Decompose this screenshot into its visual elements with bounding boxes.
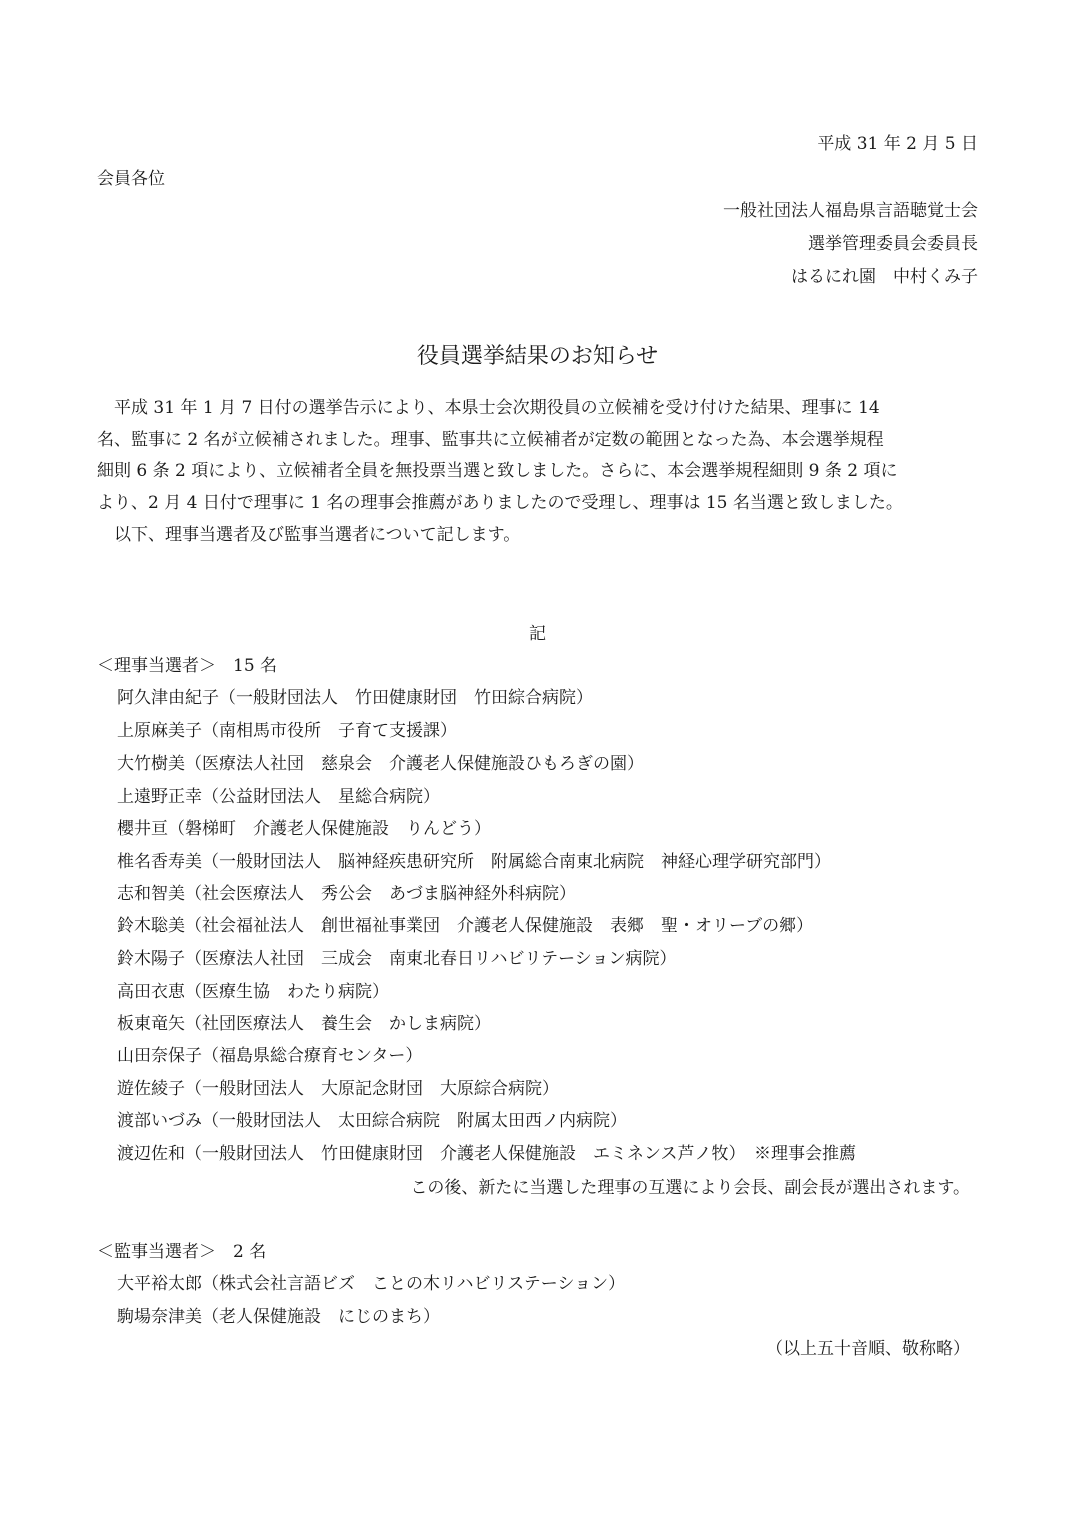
committee-chair: はるにれ園 中村くみ子 [791, 267, 978, 287]
body-line: より、2 月 4 日付で理事に 1 名の理事会推薦がありましたので受理し、理事は 15 名当選と致しました。 [97, 493, 903, 513]
auditors-heading: ＜監事当選者＞ 2 名 [97, 1242, 267, 1262]
committee-name: 選挙管理委員会委員長 [808, 234, 978, 254]
director-entry: 志和智美（社会医療法人 秀公会 あづま脳神経外科病院） [117, 884, 576, 904]
director-entry: 鈴木聡美（社会福祉法人 創世福祉事業団 介護老人保健施設 表郷 聖・オリーブの郷） [117, 916, 814, 936]
body-line: 平成 31 年 1 月 7 日付の選挙告示により、本県士会次期役員の立候補を受け付けた結果、理事に 14 [97, 398, 880, 418]
ki-marker: 記 [529, 624, 546, 644]
director-entry: 櫻井亘（磐梯町 介護老人保健施設 りんどう） [117, 819, 491, 839]
page-title: 役員選挙結果のお知らせ [416, 344, 659, 369]
director-entry: 椎名香寿美（一般財団法人 脳神経疾患研究所 附属総合南東北病院 神経心理学研究部門） [117, 852, 831, 872]
organization-name: 一般社団法人福島県言語聴覚士会 [723, 201, 978, 221]
director-entry: 渡辺佐和（一般財団法人 竹田健康財団 介護老人保健施設 エミネンス芦ノ牧） ※理事会推薦 [117, 1144, 856, 1164]
director-entry: 上原麻美子（南相馬市役所 子育て支援課） [117, 721, 457, 741]
directors-note: この後、新たに当選した理事の互選により会長、副会長が選出されます。 [410, 1178, 970, 1198]
director-entry: 上遠野正幸（公益財団法人 星総合病院） [117, 787, 440, 807]
footer-note: （以上五十音順、敬称略） [766, 1339, 970, 1359]
director-entry: 高田衣恵（医療生協 わたり病院） [117, 982, 389, 1002]
director-entry: 板東竜矢（社団医療法人 養生会 かしま病院） [117, 1014, 491, 1034]
issue-date: 平成 31 年 2 月 5 日 [817, 134, 978, 154]
director-entry: 大竹樹美（医療法人社団 慈泉会 介護老人保健施設ひもろぎの園） [117, 754, 644, 774]
director-entry: 鈴木陽子（医療法人社団 三成会 南東北春日リハビリテーション病院） [117, 949, 677, 969]
body-line: 名、監事に 2 名が立候補されました。理事、監事共に立候補者が定数の範囲となった為、本会選挙規程 [97, 430, 884, 450]
recipient: 会員各位 [97, 169, 165, 189]
auditor-entry: 駒場奈津美（老人保健施設 にじのまち） [117, 1307, 440, 1327]
directors-heading: ＜理事当選者＞ 15 名 [97, 656, 278, 676]
director-entry: 阿久津由紀子（一般財団法人 竹田健康財団 竹田綜合病院） [117, 688, 593, 708]
body-line: 細則 6 条 2 項により、立候補者全員を無投票当選と致しました。さらに、本会選挙規程細則 9 条 2 項に [97, 461, 898, 481]
director-entry: 遊佐綾子（一般財団法人 大原記念財団 大原綜合病院） [117, 1079, 559, 1099]
director-entry: 山田奈保子（福島県総合療育センター） [117, 1046, 423, 1066]
auditor-entry: 大平裕太郎（株式会社言語ビズ ことの木リハビリステーション） [117, 1274, 626, 1294]
director-entry: 渡部いづみ（一般財団法人 太田綜合病院 附属太田西ノ内病院） [117, 1111, 627, 1131]
body-line: 以下、理事当選者及び監事当選者について記します。 [97, 525, 521, 545]
